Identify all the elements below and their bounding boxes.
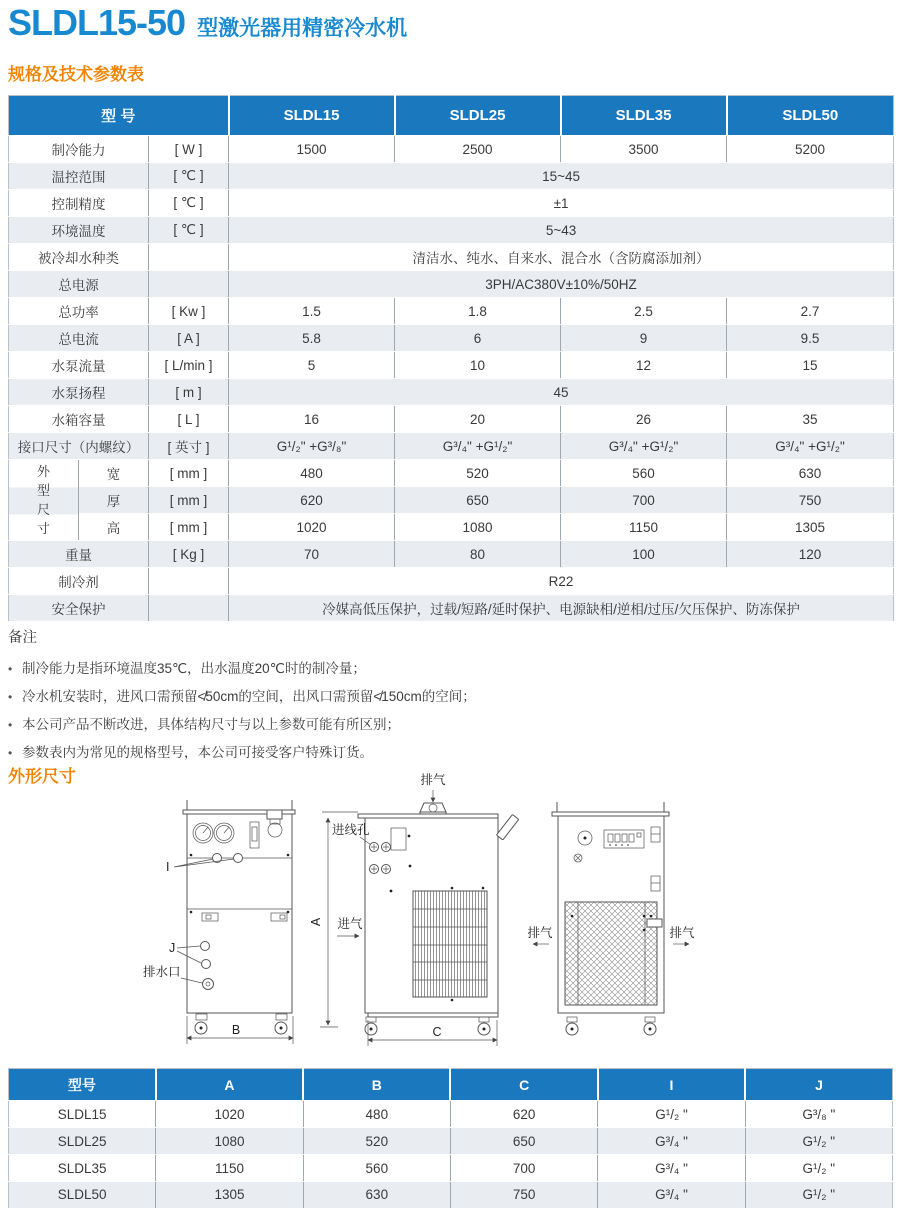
unit-cell: [ ℃ ] [149,190,229,217]
row-label: 温控范围 [9,163,149,190]
column-header: SLDL35 [561,96,727,136]
table-row [9,1128,893,1155]
unit-cell: [ ℃ ] [149,217,229,244]
value-cell: 5.8 [229,325,395,352]
exhaust-right-label: 排气 [669,926,695,940]
value-cell: 70 [229,541,395,568]
table-row [9,595,894,622]
value-cell: 5 [229,352,395,379]
value-cell: 480 [229,460,395,487]
column-header: C [450,1069,597,1101]
group-label: 外型尺寸 [36,464,50,536]
table-row [9,541,894,568]
row-label: 安全保护 [9,595,149,622]
value-cell: 100 [561,541,727,568]
unit-cell: [ ℃ ] [149,163,229,190]
notes-section [8,626,878,767]
note-item: • 参数表内为常见的规格型号，本公司可接受客户特殊订货。 [8,739,878,767]
value-cell: G¹/₂ " [745,1182,892,1208]
table-row [9,298,894,325]
table-row [9,190,894,217]
value-cell: 620 [229,487,395,514]
value-cell: 520 [303,1128,450,1155]
merged-value: 45 [229,379,894,406]
unit-cell: [ L/min ] [149,352,229,379]
unit-cell [149,271,229,298]
model-cell: SLDL35 [9,1155,156,1182]
table-row [9,352,894,379]
note-item: • 本公司产品不断改进，具体结构尺寸与以上参数可能有所区别； [8,711,878,739]
table-row [9,433,894,460]
table-row [9,379,894,406]
column-header: SLDL15 [229,96,395,136]
value-cell: 2.7 [727,298,894,325]
dim-b-label: B [231,1023,241,1037]
unit-cell: [ mm ] [149,514,229,541]
section-title-specs: 规格及技术参数表 [8,65,144,84]
merged-value: 清洁水、纯水、自来水、混合水（含防腐添加剂） [229,244,894,271]
unit-cell: [ Kg ] [149,541,229,568]
note-item: • 冷水机安装时，进风口需预留≮50cm的空间，出风口需预留≮150cm的空间； [8,683,878,711]
drawing-side-view [309,772,519,1046]
notes-title: 备注 [8,630,37,646]
value-cell: 480 [303,1101,450,1128]
air-inlet-label: 进气 [337,917,363,931]
value-cell: 520 [395,460,561,487]
value-cell: 650 [450,1128,597,1155]
marker-i-label: I [166,860,170,874]
unit-cell: [ mm ] [149,460,229,487]
value-cell: 1305 [727,514,894,541]
unit-cell: [ m ] [149,379,229,406]
product-title: 型激光器用精密冷水机 [197,17,408,40]
unit-cell [149,568,229,595]
column-header: 型号 [9,1069,156,1101]
table-row [9,487,894,514]
table-row [9,271,894,298]
value-cell: G³/₄ " [598,1182,745,1208]
value-cell: G¹/₂ " [598,1101,745,1128]
value-cell: 2500 [395,136,561,163]
row-label: 水箱容量 [9,406,149,433]
row-label: 控制精度 [9,190,149,217]
dimension-table [8,1068,893,1208]
value-cell: 3500 [561,136,727,163]
value-cell: 1150 [156,1155,303,1182]
value-cell: 1305 [156,1182,303,1208]
row-label: 重量 [9,541,149,568]
notes-list [8,655,878,767]
dim-c-label: C [432,1025,442,1039]
unit-cell: [ A ] [149,325,229,352]
value-cell: 750 [727,487,894,514]
drawing-rear-view [143,800,295,1044]
table-row [9,217,894,244]
value-cell: G³/₄ " [598,1128,745,1155]
value-cell: 26 [561,406,727,433]
value-cell: 9 [561,325,727,352]
unit-cell: [ 英寸 ] [149,433,229,460]
model-cell: SLDL15 [9,1101,156,1128]
value-cell: 750 [450,1182,597,1208]
value-cell: 16 [229,406,395,433]
row-label: 被冷却水种类 [9,244,149,271]
value-cell: 12 [561,352,727,379]
merged-value: R22 [229,568,894,595]
row-label: 总电流 [9,325,149,352]
value-cell: 80 [395,541,561,568]
unit-cell: [ W ] [149,136,229,163]
value-cell: 20 [395,406,561,433]
row-label: 宽 [79,460,149,487]
value-cell: 1.5 [229,298,395,325]
unit-cell [149,244,229,271]
value-cell: 6 [395,325,561,352]
value-cell: 15 [727,352,894,379]
value-cell: 1.8 [395,298,561,325]
note-item: • 制冷能力是指环境温度35℃，出水温度20℃时的制冷量； [8,655,878,683]
exhaust-left-label: 排气 [527,926,553,940]
column-header: SLDL25 [395,96,561,136]
dimension-table-header [9,1069,893,1101]
column-header: SLDL50 [727,96,894,136]
table-row [9,568,894,595]
drain-label: 排水口 [143,965,181,979]
wire-inlet-label: 进线孔 [332,823,370,837]
table-row [9,1182,893,1208]
value-cell: 5200 [727,136,894,163]
value-cell: 1080 [395,514,561,541]
table-row [9,244,894,271]
value-cell: 630 [303,1182,450,1208]
value-cell: G¹/₂ " [745,1155,892,1182]
row-label: 水泵扬程 [9,379,149,406]
model-cell: SLDL25 [9,1128,156,1155]
value-cell: 1080 [156,1128,303,1155]
value-cell: 560 [303,1155,450,1182]
spec-table [8,95,894,622]
row-label: 总功率 [9,298,149,325]
table-row [9,1101,893,1128]
model-number: SLDL15-50 [8,2,186,43]
value-cell: G³/₄" +G¹/₂" [727,433,894,460]
value-cell: G¹/₂ " [745,1128,892,1155]
exhaust-top-label: 排气 [420,773,446,787]
column-header: A [156,1069,303,1101]
row-label: 高 [79,514,149,541]
table-row [9,1155,893,1182]
unit-cell: [ Kw ] [149,298,229,325]
column-header: I [598,1069,745,1101]
section-title-dimensions: 外形尺寸 [8,767,76,786]
unit-cell: [ mm ] [149,487,229,514]
value-cell: 9.5 [727,325,894,352]
value-cell: 120 [727,541,894,568]
value-cell: 35 [727,406,894,433]
value-cell: 1500 [229,136,395,163]
merged-value: 15~45 [229,163,894,190]
group-cell [9,460,79,541]
merged-value: 3PH/AC380V±10%/50HZ [229,271,894,298]
unit-cell: [ L ] [149,406,229,433]
dim-a-label: A [309,917,323,927]
value-cell: G¹/₂" +G³/₈" [229,433,395,460]
merged-value: ±1 [229,190,894,217]
value-cell: 630 [727,460,894,487]
column-header: J [745,1069,892,1101]
value-cell: 1150 [561,514,727,541]
drawing-front-view [527,802,695,1035]
spec-table-header [9,96,894,136]
merged-value: 5~43 [229,217,894,244]
value-cell: 2.5 [561,298,727,325]
value-cell: 10 [395,352,561,379]
merged-value: 冷媒高低压保护，过载/短路/延时保护、电源缺相/逆相/过压/欠压保护、防冻保护 [229,595,894,622]
column-header: B [303,1069,450,1101]
value-cell: G³/₄" +G¹/₂" [395,433,561,460]
value-cell: G³/₄ " [598,1155,745,1182]
value-cell: 1020 [156,1101,303,1128]
row-label: 水泵流量 [9,352,149,379]
row-label: 厚 [79,487,149,514]
marker-j-label: J [169,941,176,955]
model-cell: SLDL50 [9,1182,156,1208]
value-cell: G³/₄" +G¹/₂" [561,433,727,460]
column-header: 型 号 [9,96,229,136]
row-label: 总电源 [9,271,149,298]
table-row [9,136,894,163]
value-cell: 700 [561,487,727,514]
row-label: 环境温度 [9,217,149,244]
row-label: 制冷剂 [9,568,149,595]
dimension-drawings [0,770,900,1070]
value-cell: 1020 [229,514,395,541]
row-label: 接口尺寸（内螺纹） [9,433,149,460]
value-cell: G³/₈ " [745,1101,892,1128]
value-cell: 620 [450,1101,597,1128]
value-cell: 560 [561,460,727,487]
value-cell: 700 [450,1155,597,1182]
table-row [9,460,894,487]
page-title [8,2,407,44]
table-row [9,325,894,352]
unit-cell [149,595,229,622]
value-cell: 650 [395,487,561,514]
table-row [9,163,894,190]
table-row [9,514,894,541]
table-row [9,406,894,433]
row-label: 制冷能力 [9,136,149,163]
